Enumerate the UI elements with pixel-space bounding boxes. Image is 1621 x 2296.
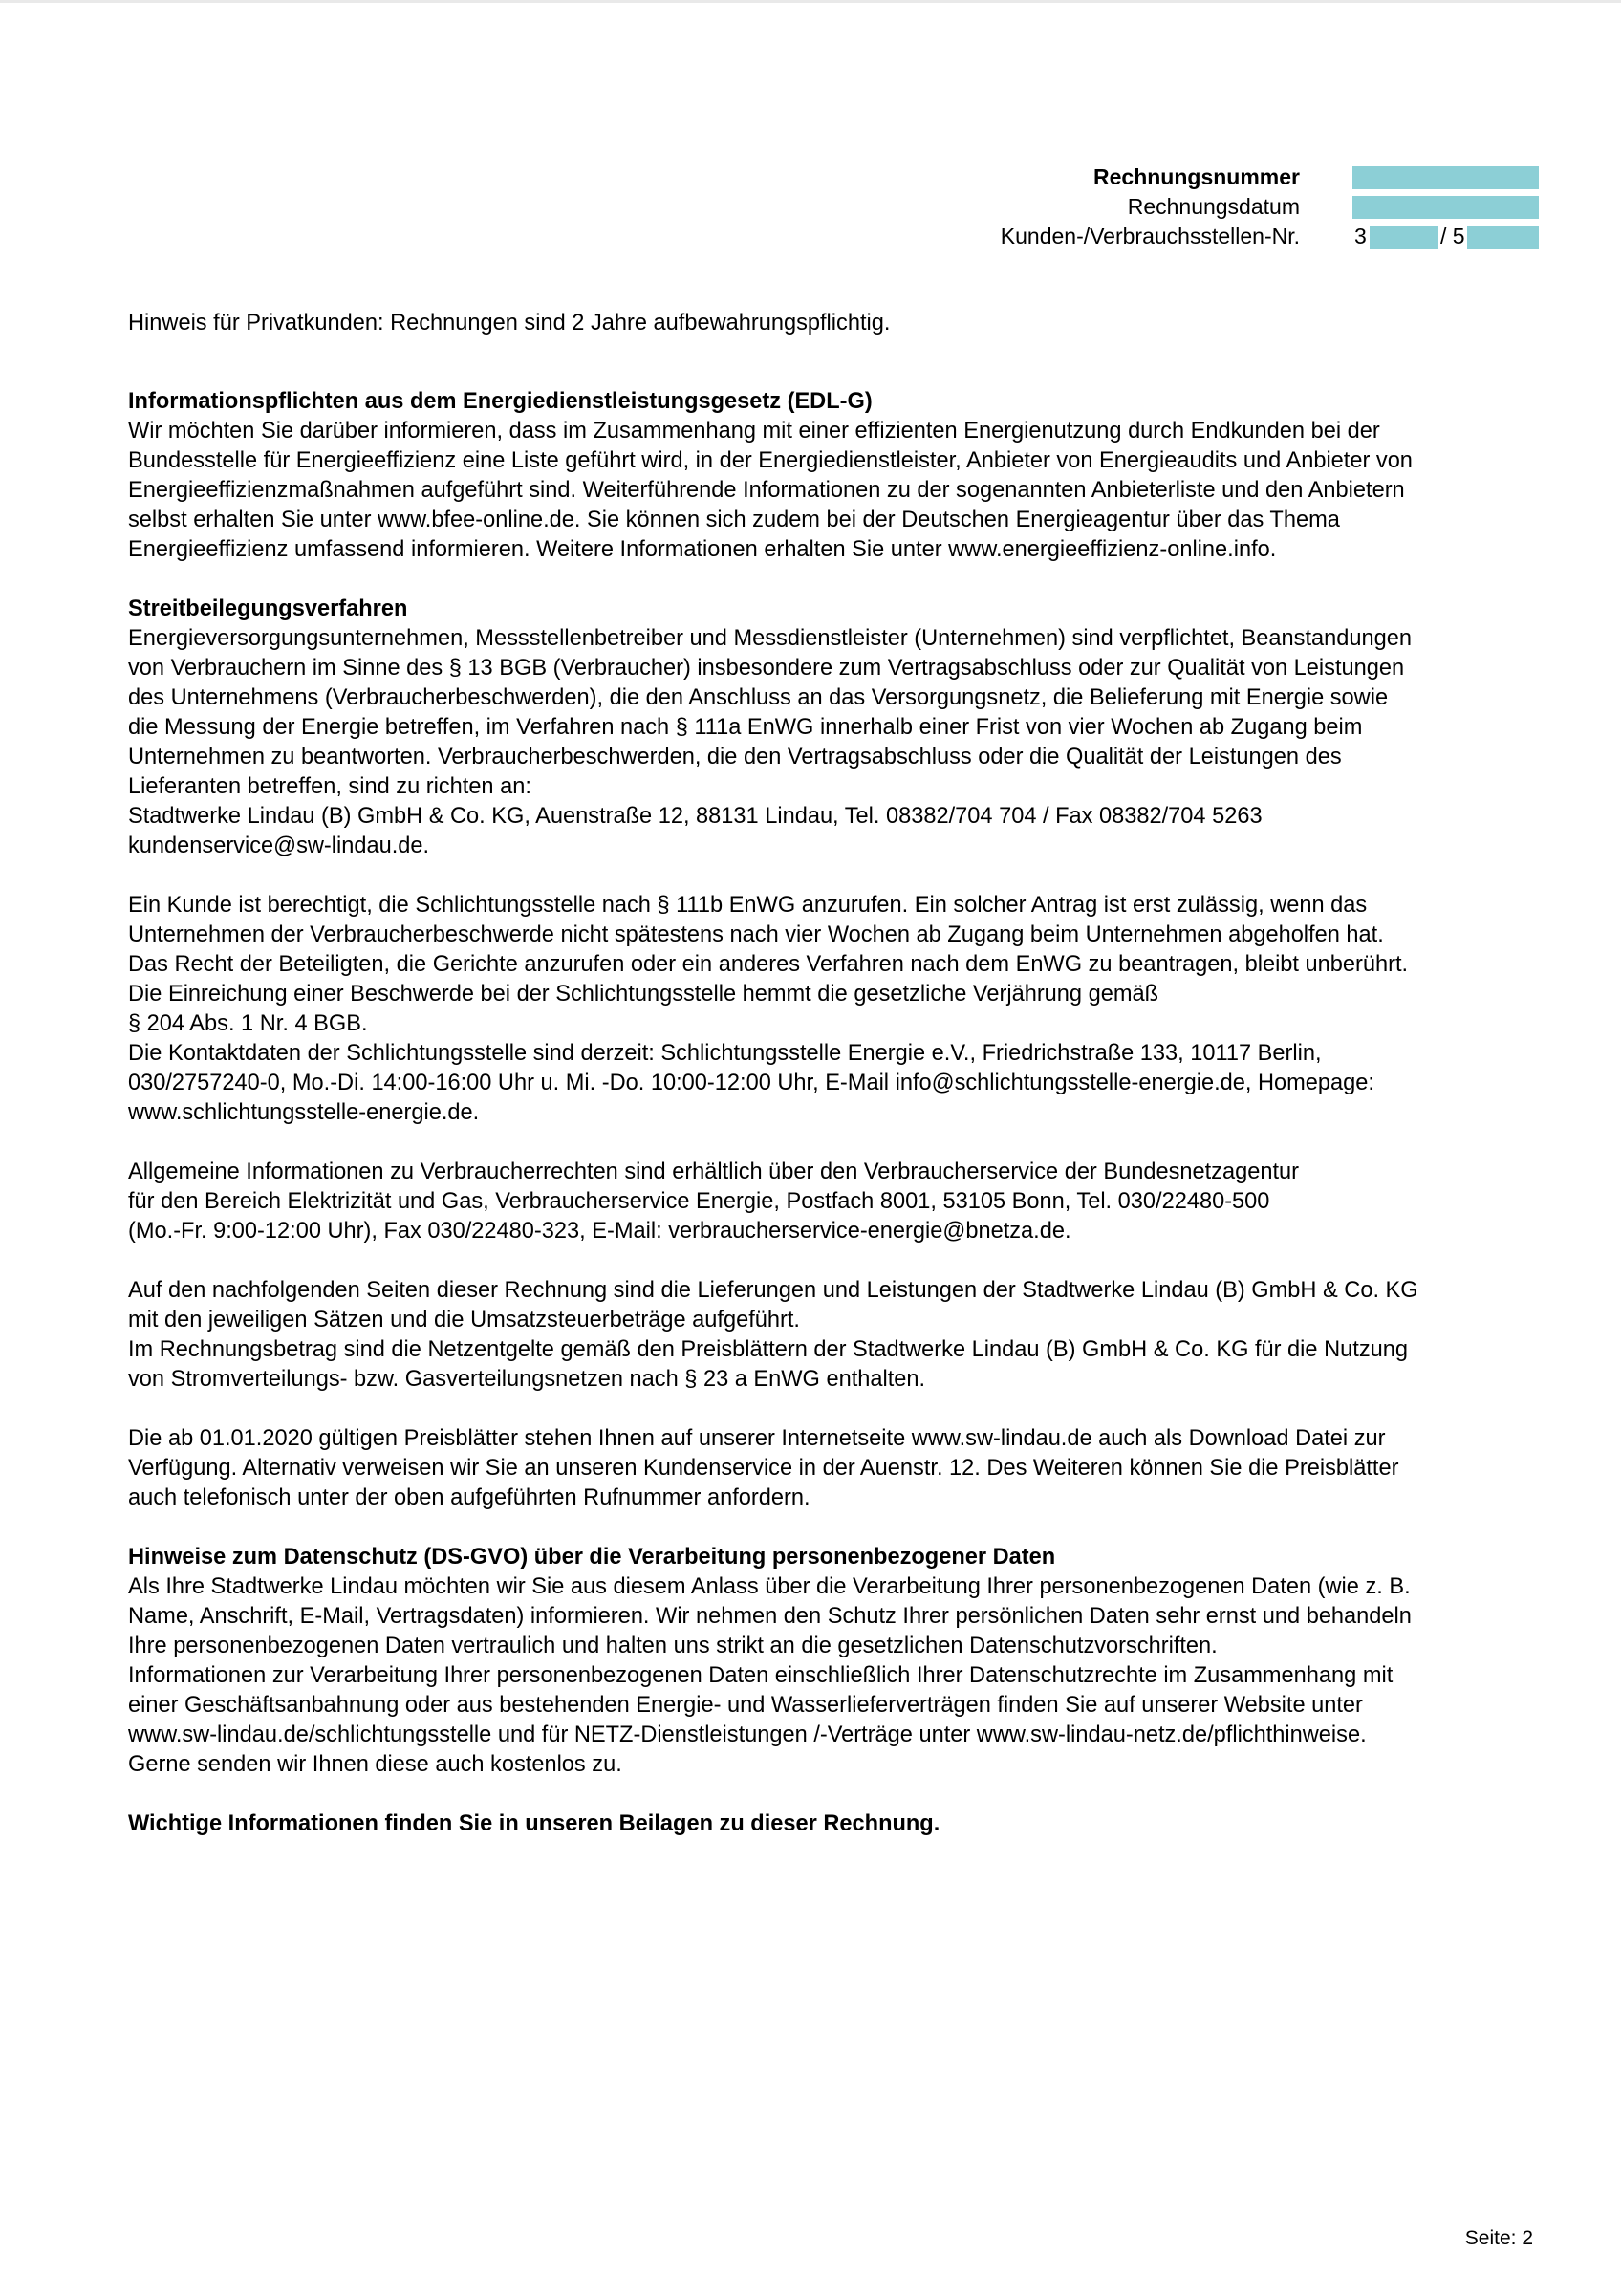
text-line: § 204 Abs. 1 Nr. 4 BGB. <box>128 1011 368 1036</box>
text-line: auch telefonisch unter der oben aufgeführten Rufnummer anfordern. <box>128 1485 810 1510</box>
invoice-number-row <box>918 162 1539 192</box>
text-line: kundenservice@sw-lindau.de. <box>128 834 430 858</box>
customer-number-redaction-1 <box>1370 226 1438 249</box>
customer-number-redaction-2 <box>1467 226 1539 249</box>
price-sheet-text <box>128 1424 1543 1513</box>
customer-number-label: Kunden-/Verbrauchsstellen-Nr. <box>1000 224 1300 249</box>
invoice-header <box>918 162 1539 251</box>
invoice-number-label: Rechnungsnummer <box>1093 164 1300 189</box>
text-line: Lieferanten betreffen, sind zu richten an: <box>128 774 531 799</box>
arbitration-text <box>128 891 1543 1128</box>
edl-text <box>128 417 1543 565</box>
privacy-heading: Hinweise zum Datenschutz (DS-GVO) über die Verarbeitung personenbezogener Daten <box>128 1545 1056 1570</box>
invoice-date-label: Rechnungsdatum <box>1127 194 1300 219</box>
text-line: Die Einreichung einer Beschwerde bei der Schlichtungsstelle hemmt die gesetzliche Verjährung gemäß <box>128 982 1159 1007</box>
text-line: Das Recht der Beteiligten, die Gerichte anzurufen oder ein anderes Verfahren nach dem EnWG zu beantragen, bleibt unberührt. <box>128 952 1409 977</box>
customer-number-prefix: 3 <box>1354 224 1367 249</box>
top-border <box>0 0 1621 3</box>
text-line: www.sw-lindau.de/schlichtungsstelle und für NETZ-Dienstleistungen /-Verträge unter www.sw-lindau-netz.de/pflichthinweise. <box>128 1722 1367 1747</box>
text-line: von Stromverteilungs- bzw. Gasverteilungsnetzen nach § 23 a EnWG enthalten. <box>128 1367 926 1392</box>
text-line: die Messung der Energie betreffen, im Verfahren nach § 111a EnWG innerhalb einer Frist von vier Wochen ab Zugang beim <box>128 715 1363 740</box>
invoice-info-text <box>128 1276 1543 1395</box>
text-line: Stadtwerke Lindau (B) GmbH & Co. KG, Auenstraße 12, 88131 Lindau, Tel. 08382/704 704 / Fax 08382/704 5263 <box>128 804 1263 829</box>
text-line: Energieeffizienzmaßnahmen aufgeführt sind. Weiterführende Informationen zu der sogenannten Anbieterliste und den Anbietern <box>128 478 1405 503</box>
text-line: Im Rechnungsbetrag sind die Netzentgelte gemäß den Preisblättern der Stadtwerke Lindau (B) GmbH & Co. KG für die Nutzung <box>128 1337 1408 1362</box>
customer-number-row <box>918 222 1539 251</box>
text-line: Gerne senden wir Ihnen diese auch kostenlos zu. <box>128 1752 622 1777</box>
text-line: (Mo.-Fr. 9:00-12:00 Uhr), Fax 030/22480-323, E-Mail: verbraucherservice-energie@bnetza.de. <box>128 1219 1071 1244</box>
invoice-number-value-redacted <box>1352 166 1539 189</box>
dispute-text <box>128 624 1543 861</box>
text-line: Wir möchten Sie darüber informieren, dass im Zusammenhang mit einer effizienten Energienutzung durch Endkunden bei der <box>128 419 1380 444</box>
text-line: Unternehmen zu beantworten. Verbraucherbeschwerden, die den Vertragsabschluss oder die Qualität der Leistungen des <box>128 745 1342 769</box>
consumer-info-text <box>128 1158 1543 1246</box>
invoice-date-value-redacted <box>1352 196 1539 219</box>
edl-heading: Informationspflichten aus dem Energiedienstleistungsgesetz (EDL-G) <box>128 389 873 414</box>
text-line: Die ab 01.01.2020 gültigen Preisblätter stehen Ihnen auf unserer Internetseite www.sw-lindau.de auch als Download Datei zur <box>128 1426 1386 1451</box>
text-line: Als Ihre Stadtwerke Lindau möchten wir Sie aus diesem Anlass über die Verarbeitung Ihrer personenbezogenen Daten (wie z. B. <box>128 1574 1411 1599</box>
dispute-heading: Streitbeilegungsverfahren <box>128 596 408 621</box>
text-line: Informationen zur Verarbeitung Ihrer personenbezogenen Daten einschließlich Ihrer Datenschutzrechte im Zusammenhang mit <box>128 1663 1394 1688</box>
text-line: Energieversorgungsunternehmen, Messstellenbetreiber und Messdienstleister (Unternehmen) sind verpflichtet, Beanstandungen <box>128 626 1412 651</box>
text-line: Verfügung. Alternativ verweisen wir Sie an unseren Kundenservice in der Auenstr. 12. Des Weiteren können Sie die Preisblätter <box>128 1456 1399 1481</box>
closing-note: Wichtige Informationen finden Sie in unseren Beilagen zu dieser Rechnung. <box>128 1811 940 1836</box>
text-line: Bundesstelle für Energieeffizienz eine Liste geführt wird, in der Energiedienstleister, Anbieter von Energieaudits und Anbieter von <box>128 448 1413 473</box>
page-number: Seite: 2 <box>1464 2227 1533 2249</box>
text-line: Unternehmen der Verbraucherbeschwerde nicht spätestens nach vier Wochen ab Zugang beim Unternehmen abgeholfen hat. <box>128 922 1384 947</box>
text-line: mit den jeweiligen Sätzen und die Umsatzsteuerbeträge aufgeführt. <box>128 1308 800 1332</box>
text-line: selbst erhalten Sie unter www.bfee-online.de. Sie können sich zudem bei der Deutschen Energieagentur über das Thema <box>128 508 1340 532</box>
text-line: Auf den nachfolgenden Seiten dieser Rechnung sind die Lieferungen und Leistungen der Stadtwerke Lindau (B) GmbH & Co. KG <box>128 1278 1418 1303</box>
invoice-date-row <box>918 192 1539 222</box>
text-line: Name, Anschrift, E-Mail, Vertragsdaten) informieren. Wir nehmen den Schutz Ihrer persönlichen Daten sehr ernst und behandeln <box>128 1604 1412 1629</box>
text-line: Ein Kunde ist berechtigt, die Schlichtungsstelle nach § 111b EnWG anzurufen. Ein solcher Antrag ist erst zulässig, wenn das <box>128 893 1368 918</box>
text-line: von Verbrauchern im Sinne des § 13 BGB (Verbraucher) insbesondere zum Vertragsabschluss oder zur Qualität von Leistungen <box>128 656 1405 681</box>
text-line: Die Kontaktdaten der Schlichtungsstelle sind derzeit: Schlichtungsstelle Energie e.V., Friedrichstraße 133, 10117 Berlin, <box>128 1041 1322 1066</box>
document-body <box>128 309 1543 1839</box>
customer-number-separator: / 5 <box>1440 224 1465 249</box>
text-line: www.schlichtungsstelle-energie.de. <box>128 1100 480 1125</box>
text-line: Ihre personenbezogenen Daten vertraulich und halten uns strikt an die gesetzlichen Datenschutzvorschriften. <box>128 1634 1218 1658</box>
text-line: für den Bereich Elektrizität und Gas, Verbraucherservice Energie, Postfach 8001, 53105 Bonn, Tel. 030/22480-500 <box>128 1189 1270 1214</box>
privacy-text <box>128 1572 1543 1780</box>
customer-number-value <box>1352 226 1539 249</box>
text-line: 030/2757240-0, Mo.-Di. 14:00-16:00 Uhr u. Mi. -Do. 10:00-12:00 Uhr, E-Mail info@schlichtungsstelle-energie.de, Homepage: <box>128 1071 1374 1095</box>
private-customer-notice: Hinweis für Privatkunden: Rechnungen sind 2 Jahre aufbewahrungspflichtig. <box>128 311 891 336</box>
text-line: Energieeffizienz umfassend informieren. Weitere Informationen erhalten Sie unter www.energieeffizienz-online.info. <box>128 537 1277 562</box>
text-line: Allgemeine Informationen zu Verbraucherrechten sind erhältlich über den Verbraucherservice der Bundesnetzagentur <box>128 1159 1299 1184</box>
text-line: einer Geschäftsanbahnung oder aus bestehenden Energie- und Wasserlieferverträgen finden Sie auf unserer Website unter <box>128 1693 1363 1718</box>
text-line: des Unternehmens (Verbraucherbeschwerden), die den Anschluss an das Versorgungsnetz, die Belieferung mit Energie sowie <box>128 685 1389 710</box>
